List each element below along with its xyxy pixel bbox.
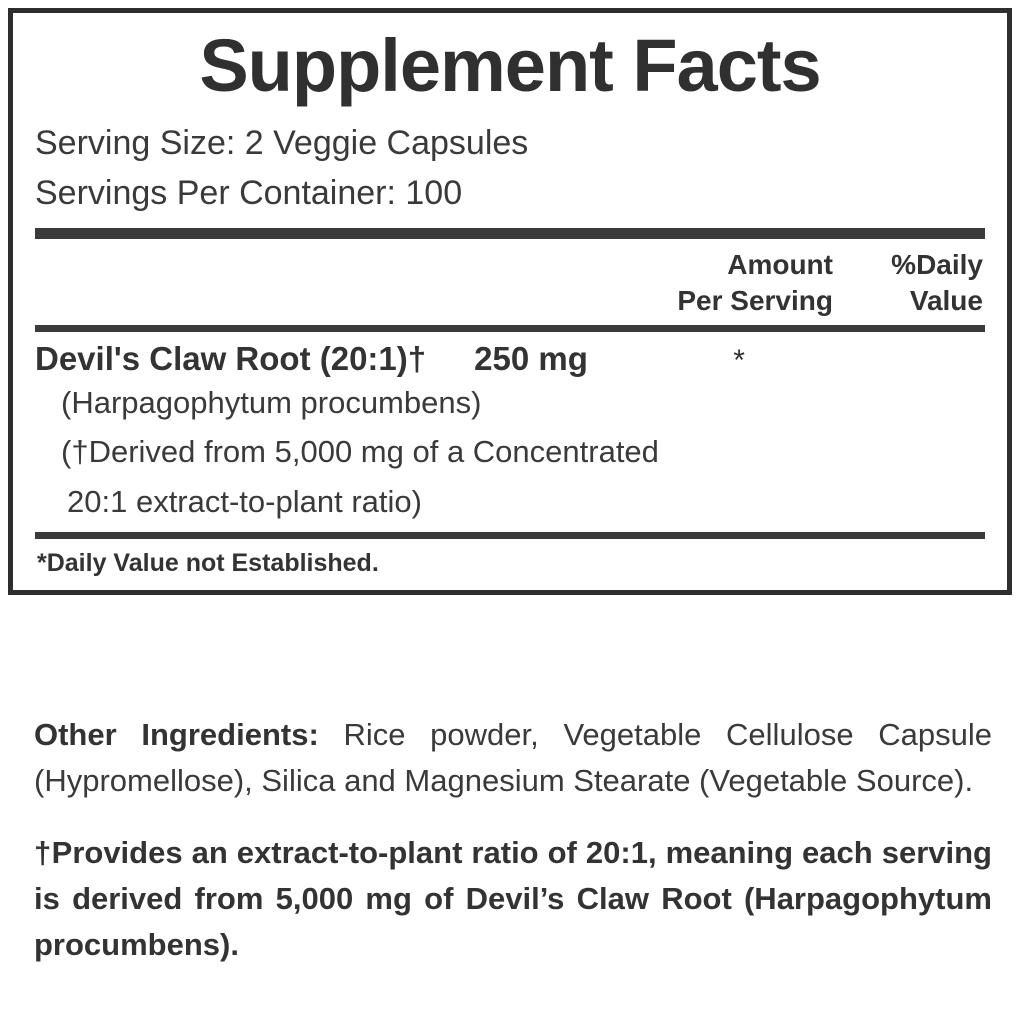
supplement-facts-panel (8, 8, 1012, 595)
label-notes (34, 712, 992, 993)
column-header-dv-line2: Value (909, 284, 983, 316)
nutrient-primary-line (35, 340, 985, 378)
nutrient-amount: 250 mg (474, 339, 588, 377)
nutrient-name: Devil's Claw Root (20:1)† (35, 339, 427, 377)
daily-value-footnote: *Daily Value not Established. (37, 549, 379, 578)
divider-below-headers (35, 325, 985, 332)
divider-below-nutrients (35, 532, 985, 539)
column-header-amount (513, 247, 833, 319)
table-row (35, 332, 985, 533)
divider-thick-top (35, 228, 985, 239)
column-headers (35, 239, 985, 325)
dagger-note-paragraph: †Provides an extract-to-plant ratio of 20:1, meaning each serving is derived from 5,000 mg of Devil’s Claw Root (Harpagophytum procumbens). (34, 834, 992, 962)
page-title: Supplement Facts (199, 24, 821, 107)
column-header-dv-line1: %Daily (891, 248, 983, 280)
other-ingredients-paragraph (34, 712, 992, 804)
other-ingredients-text: Rice powder, Vegetable Cellulose Capsule (Hypromellose), Silica and Magnesium Stearate (Vegetable Source). (34, 717, 992, 798)
nutrient-sub-line-3: 20:1 extract-to-plant ratio) (67, 483, 422, 519)
other-ingredients-label: Other Ingredients: (34, 717, 319, 752)
column-header-amount-line1: Amount (727, 248, 833, 280)
column-header-amount-line2: Per Serving (677, 284, 833, 316)
nutrient-sub-line-2: (†Derived from 5,000 mg of a Concentrated (61, 434, 659, 470)
serving-size-text: Serving Size: 2 Veggie Capsules (35, 124, 529, 163)
nutrient-daily-value: * (733, 343, 745, 377)
servings-per-container-text: Servings Per Container: 100 (35, 173, 463, 212)
nutrient-sub-line-1: (Harpagophytum procumbens) (61, 384, 482, 420)
nutrient-sub-lines (35, 378, 985, 527)
column-header-daily-value (833, 247, 983, 319)
